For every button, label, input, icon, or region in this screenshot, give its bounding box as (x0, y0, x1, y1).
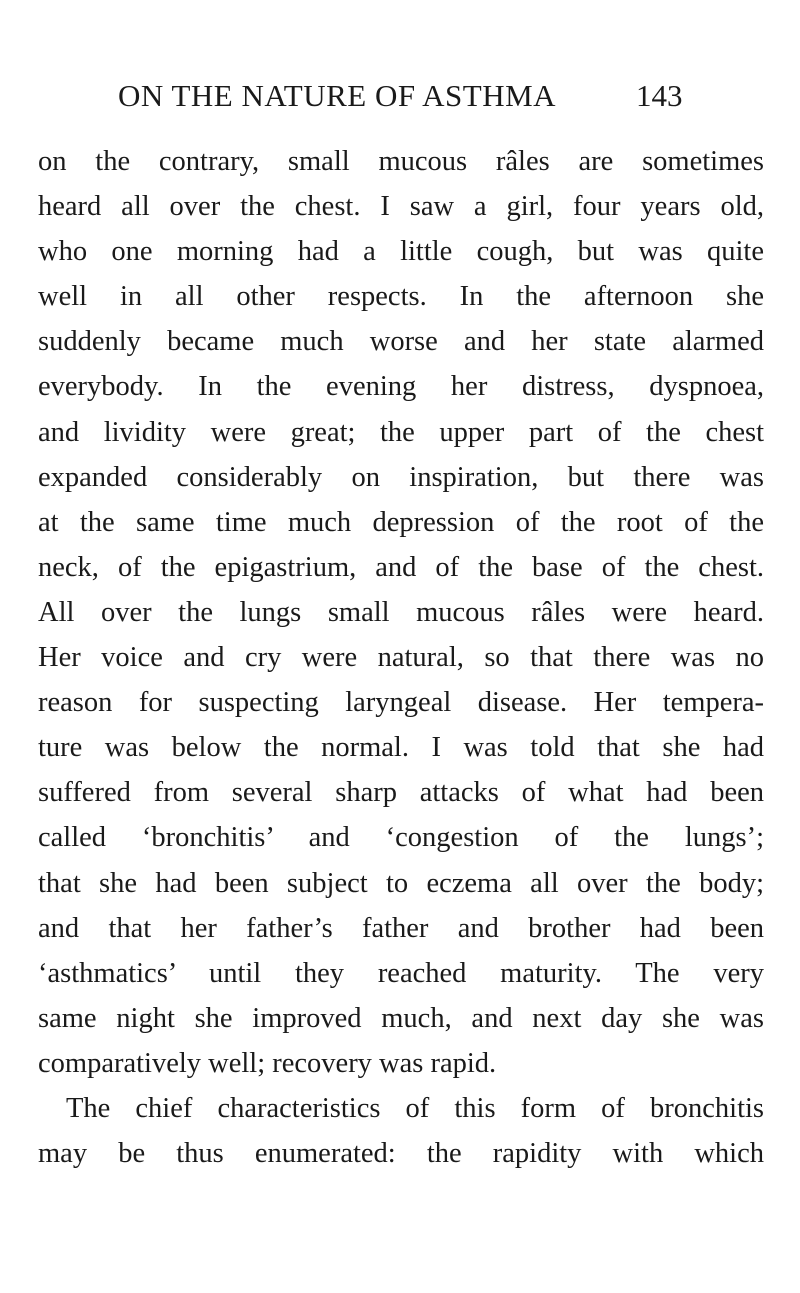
text-line: and lividity were great; the upper part of the chest (38, 416, 764, 448)
text-line: called ‘bronchitis’ and ‘congestion of the lungs’; (38, 822, 764, 854)
text-line: heard all over the chest. I saw a girl, four years old, (38, 191, 764, 223)
text-line: comparatively well; recovery was rapid. (38, 1047, 497, 1079)
page-number: 143 (636, 78, 683, 113)
text-line: on the contrary, small mucous râles are sometimes (38, 146, 764, 177)
text-line: may be thus enumerated: the rapidity with which (38, 1138, 764, 1170)
text-line: everybody. In the evening her distress, dyspnoea, (38, 371, 764, 403)
text-line: at the same time much depression of the root of the (38, 506, 764, 538)
text-line: ture was below the normal. I was told that she had (38, 732, 764, 764)
body-text (38, 139, 764, 1176)
text-line: neck, of the epigastrium, and of the base of the chest. (38, 551, 764, 583)
text-line: expanded considerably on inspiration, but there was (38, 461, 764, 493)
text-line: well in all other respects. In the afternoon she (38, 281, 764, 313)
text-line: who one morning had a little cough, but was quite (38, 236, 764, 268)
text-line: same night she improved much, and next day she was (38, 1002, 764, 1034)
running-title: ON THE NATURE OF ASTHMA (118, 78, 557, 113)
text-line: and that her father’s father and brother had been (38, 912, 764, 944)
text-line: that she had been subject to eczema all over the body; (38, 867, 764, 899)
text-line: suddenly became much worse and her state alarmed (38, 326, 764, 358)
text-line: suffered from several sharp attacks of what had been (38, 777, 764, 809)
text-line: reason for suspecting laryngeal disease. Her tempera- (38, 687, 764, 719)
text-line: Her voice and cry were natural, so that there was no (38, 642, 764, 674)
text-line: ‘asthmatics’ until they reached maturity. The very (38, 957, 764, 989)
text-line: The chief characteristics of this form of bronchitis (66, 1092, 764, 1124)
text-line: All over the lungs small mucous râles were heard. (38, 596, 764, 628)
running-head (0, 78, 800, 118)
